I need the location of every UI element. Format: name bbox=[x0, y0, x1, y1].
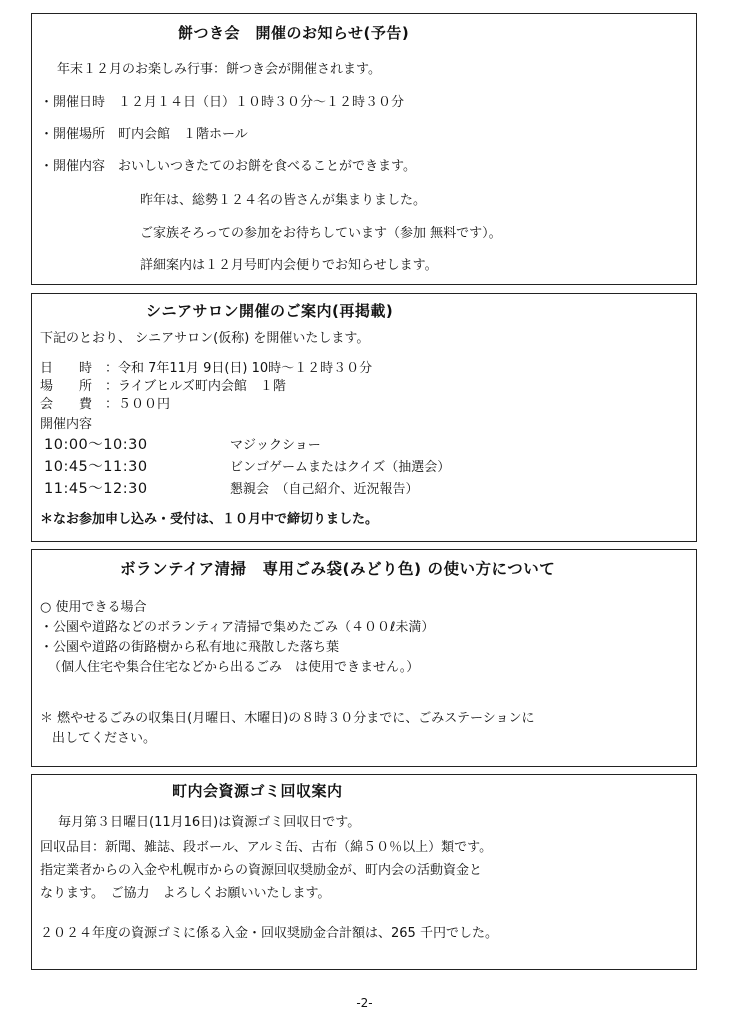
mochi-note-2: ご家族そろっての参加をお待ちしています（参加 無料です）。 bbox=[140, 226, 502, 241]
mochi-content: ・開催内容 おいしいつきたてのお餅を食べることができます。 bbox=[40, 159, 416, 174]
mochi-note-1: 昨年は、総勢１２４名の皆さんが集まりました。 bbox=[140, 193, 427, 208]
salon-program-label: 開催内容 bbox=[40, 417, 93, 432]
program-time-2: 10:45～11:30 bbox=[44, 459, 148, 475]
program-item-1: マジックショー bbox=[230, 438, 321, 453]
program-time-1: 10:00～10:30 bbox=[44, 437, 148, 453]
page-number: -2- bbox=[356, 996, 373, 1010]
recycle-line-3: 指定業者からの入金や札幌市からの資源回収奨励金が、町内会の活動資金と bbox=[40, 863, 483, 878]
recycle-line-2: 回収品目：新聞、雑誌、段ボール、アルミ缶、古布（綿５０％以上）類です。 bbox=[40, 840, 493, 855]
volunteer-heading: ○ 使用できる場合 bbox=[40, 600, 147, 615]
volunteer-note-2: 出してください。 bbox=[52, 731, 157, 746]
salon-date: 日 時 ：令和 7年11月 9日(日) 10時～１２時３０分 bbox=[40, 361, 373, 376]
salon-intro: 下記のとおり、 シニアサロン(仮称) を開催いたします。 bbox=[40, 331, 370, 346]
recycle-line-5: ２０２４年度の資源ゴミに係る入金・回収奨励金合計額は、265 千円でした。 bbox=[40, 926, 498, 941]
volunteer-note-1: ＊ 燃やせるごみの収集日(月曜日、木曜日)の８時３０分までに、ごみステーションに bbox=[40, 711, 535, 726]
recycle-line-1: 毎月第３日曜日(11月16日)は資源ゴミ回収日です。 bbox=[58, 815, 361, 830]
program-time-3: 11:45～12:30 bbox=[44, 481, 148, 497]
volunteer-title: ボランテイア清掃 専用ごみ袋(みどり色) の使い方について bbox=[120, 560, 556, 578]
recycle-title: 町内会資源ゴミ回収案内 bbox=[172, 782, 343, 800]
mochi-intro: 年末１２月のお楽しみ行事：餅つき会が開催されます。 bbox=[57, 62, 381, 77]
salon-place: 場 所 ：ライブヒルズ町内会館 １階 bbox=[40, 379, 286, 394]
program-item-3: 懇親会 （自己紹介、近況報告） bbox=[230, 482, 419, 497]
salon-fee: 会 費 ：５００円 bbox=[40, 397, 171, 412]
mochi-title: 餅つき会 開催のお知らせ(予告) bbox=[178, 24, 410, 42]
mochi-place: ・開催場所 町内会館 １階ホール bbox=[40, 127, 248, 142]
salon-notice: ＊なお参加申し込み・受付は、１０月中で締切りました。 bbox=[40, 512, 379, 527]
volunteer-item-2: ・公園や道路の街路樹から私有地に飛散した落ち葉 bbox=[40, 640, 340, 655]
volunteer-item-1: ・公園や道路などのボランティア清掃で集めたごみ（４００ℓ未満） bbox=[40, 620, 435, 635]
recycle-line-4: なります。 ご協力 よろしくお願いいたします。 bbox=[40, 886, 331, 901]
salon-title: シニアサロン開催のご案内(再掲載) bbox=[146, 302, 394, 320]
mochi-date: ・開催日時 １２月１４日（日）１０時３０分～１２時３０分 bbox=[40, 95, 405, 110]
program-item-2: ビンゴゲームまたはクイズ（抽選会） bbox=[230, 460, 451, 475]
volunteer-item-3: （個人住宅や集合住宅などから出るごみ は使用できません。） bbox=[48, 660, 420, 675]
mochi-note-3: 詳細案内は１２月号町内会便りでお知らせします。 bbox=[140, 258, 438, 273]
mochi-section bbox=[31, 13, 697, 285]
